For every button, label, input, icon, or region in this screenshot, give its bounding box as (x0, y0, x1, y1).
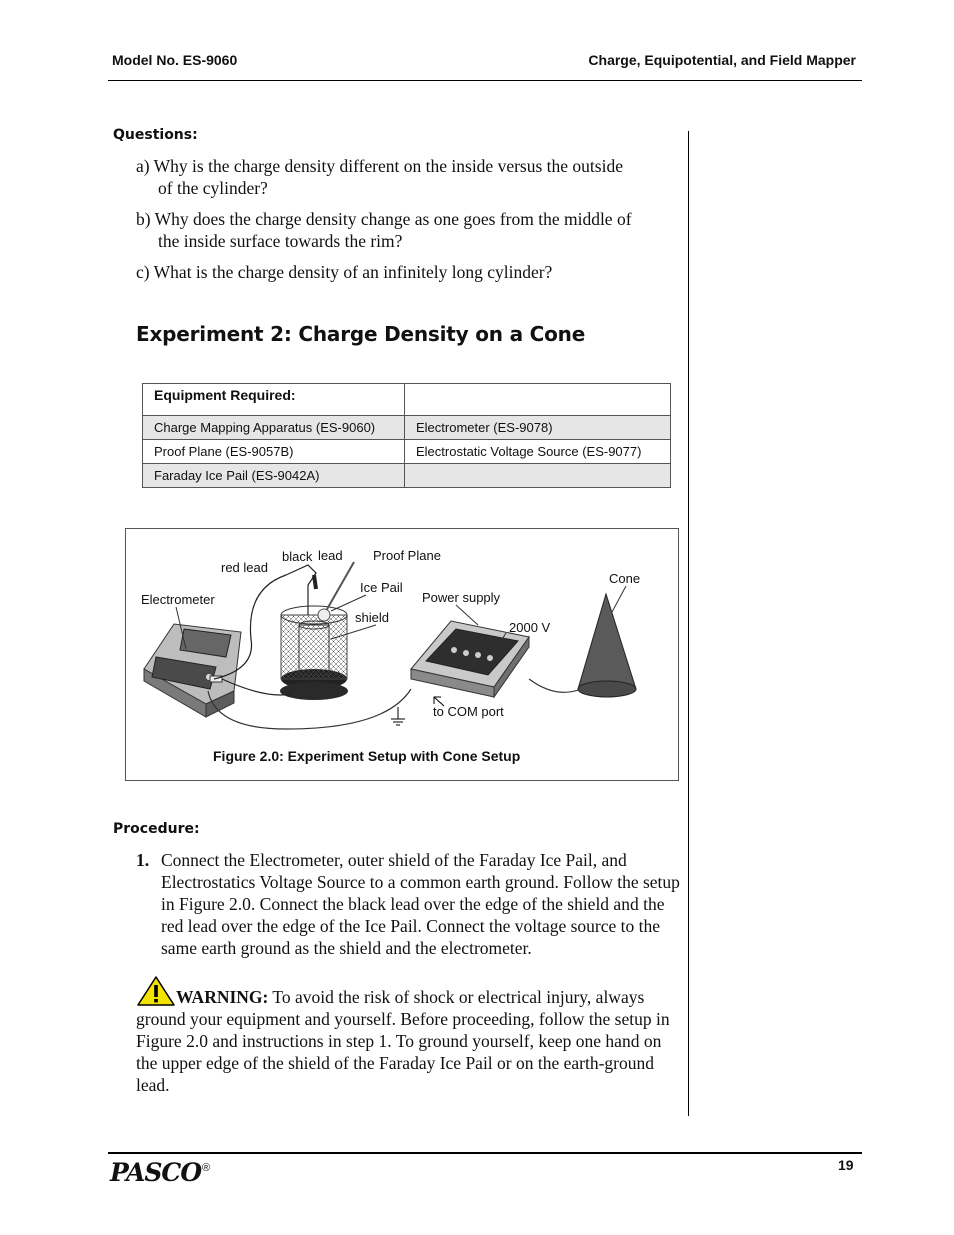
step-text: Connect the Electrometer, outer shield of the Faraday Ice Pail, and Electrostatics Voltage Source to a common earth ground. Follow the setup in Figure 2.0. Connect the black lead over the edge of the shield and the red lead over the edge of the Ice Pail. Connect the voltage source to the same earth ground as the shield and the electrometer. (161, 850, 680, 958)
setup-figure (125, 528, 679, 781)
label-electrometer: Electrometer (141, 592, 215, 607)
question-b-line2: the inside surface towards the rim? (158, 231, 403, 251)
label-black: black (282, 549, 313, 564)
setup-illustration (126, 529, 678, 780)
equipment-header-empty (405, 384, 671, 416)
label-ice-pail: Ice Pail (360, 580, 403, 595)
question-b (136, 208, 676, 252)
footer-rule (108, 1152, 862, 1154)
equipment-table (142, 383, 671, 488)
label-leaders (176, 586, 626, 649)
label-lead: lead (318, 548, 343, 563)
warning-block (136, 975, 676, 1096)
table-cell: Faraday Ice Pail (ES-9042A) (143, 464, 405, 488)
table-row (143, 464, 671, 488)
table-cell: Electrometer (ES-9078) (405, 416, 671, 440)
cone-wire (529, 679, 581, 692)
margin-rule (688, 131, 689, 1116)
warning-triangle-icon (136, 975, 176, 1007)
label-power-supply: Power supply (422, 590, 501, 605)
label-shield: shield (355, 610, 389, 625)
header-model: Model No. ES-9060 (112, 52, 238, 68)
faraday-ice-pail (280, 606, 348, 700)
warning-text: To avoid the risk of shock or electrical injury, always ground your equipment and yourself. Before proceeding, follow the setup in Figure 2.0 and instructions in step 1. To ground yourself, keep one hand on the upper edge of the shield of the Faraday Ice Pail or on the earth-ground lead. (136, 987, 670, 1095)
question-a-line2: of the cylinder? (158, 178, 268, 198)
question-c (136, 261, 676, 283)
procedure-step-1 (136, 849, 686, 959)
label-red-lead: red lead (221, 560, 268, 575)
proof-plane-disk (318, 609, 330, 621)
pasco-logo: PASCO (110, 1158, 202, 1187)
table-cell (405, 464, 671, 488)
ground-symbol (391, 707, 405, 725)
table-cell: Electrostatic Voltage Source (ES-9077) (405, 440, 671, 464)
question-a (136, 155, 676, 199)
experiment-title: Experiment 2: Charge Density on a Cone (136, 322, 586, 346)
question-c-line1: c) What is the charge density of an infinitely long cylinder? (136, 262, 553, 282)
table-row (143, 416, 671, 440)
question-b-line1: b) Why does the charge density change as one goes from the middle of (136, 209, 632, 229)
equipment-header: Equipment Required: (143, 384, 405, 416)
procedure-heading: Procedure: (113, 821, 200, 837)
header-rule (108, 80, 862, 81)
equipment-header-row (143, 384, 671, 416)
warning-label: WARNING: (176, 987, 269, 1007)
registered-mark: ® (202, 1162, 211, 1174)
label-voltage: 2000 V (509, 620, 551, 635)
question-a-line1: a) Why is the charge density different on the inside versus the outside (136, 156, 623, 176)
cone-object (578, 594, 636, 697)
proof-plane-rod (326, 562, 354, 611)
label-com-port: to COM port (433, 704, 504, 719)
label-proof-plane: Proof Plane (373, 548, 441, 563)
header-title: Charge, Equipotential, and Field Mapper (588, 52, 856, 68)
questions-heading: Questions: (113, 127, 198, 143)
table-cell: Charge Mapping Apparatus (ES-9060) (143, 416, 405, 440)
table-row (143, 440, 671, 464)
step-number: 1. (136, 850, 150, 870)
figure-caption: Figure 2.0: Experiment Setup with Cone Setup (213, 748, 521, 764)
label-cone: Cone (609, 571, 641, 586)
page-number: 19 (838, 1157, 854, 1173)
electrometer-device (144, 624, 241, 717)
lead-clip (314, 575, 316, 589)
table-cell: Proof Plane (ES-9057B) (143, 440, 405, 464)
